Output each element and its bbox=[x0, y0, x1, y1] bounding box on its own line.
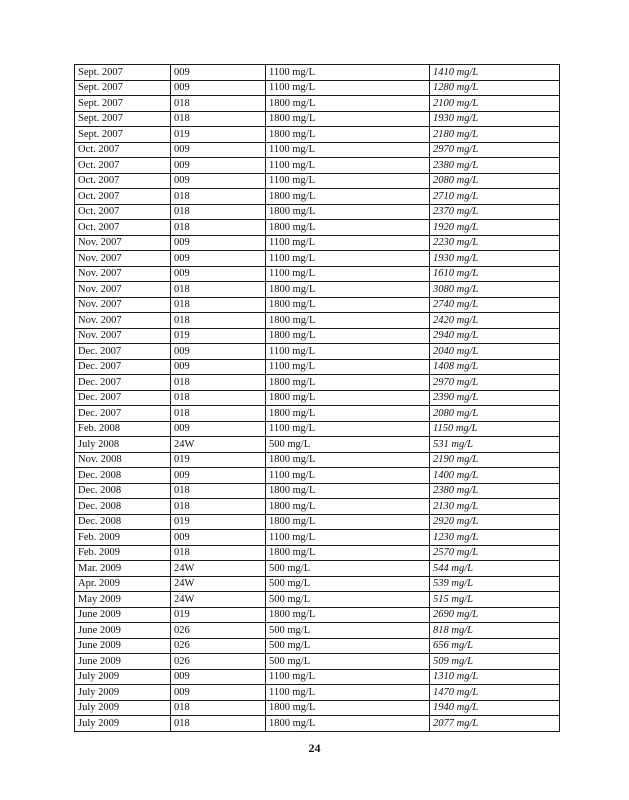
limit-cell: 1100 mg/L bbox=[266, 235, 430, 251]
outfall-cell: 018 bbox=[171, 111, 266, 127]
outfall-cell: 009 bbox=[171, 468, 266, 484]
page-number: 24 bbox=[308, 741, 321, 755]
outfall-cell: 018 bbox=[171, 716, 266, 732]
result-cell: 2370 mg/L bbox=[430, 204, 560, 220]
table-row bbox=[75, 96, 560, 112]
table-row bbox=[75, 80, 560, 96]
date-cell: Dec. 2008 bbox=[75, 483, 171, 499]
outfall-cell: 009 bbox=[171, 235, 266, 251]
result-cell: 1930 mg/L bbox=[430, 251, 560, 267]
table-row bbox=[75, 235, 560, 251]
outfall-cell: 009 bbox=[171, 669, 266, 685]
limit-cell: 1800 mg/L bbox=[266, 96, 430, 112]
date-cell: June 2009 bbox=[75, 638, 171, 654]
outfall-cell: 019 bbox=[171, 452, 266, 468]
date-cell: Dec. 2008 bbox=[75, 499, 171, 515]
table-row bbox=[75, 514, 560, 530]
limit-cell: 1800 mg/L bbox=[266, 716, 430, 732]
result-cell: 2077 mg/L bbox=[430, 716, 560, 732]
date-cell: Nov. 2007 bbox=[75, 328, 171, 344]
result-cell: 1610 mg/L bbox=[430, 266, 560, 282]
result-cell: 2970 mg/L bbox=[430, 142, 560, 158]
table-row bbox=[75, 297, 560, 313]
table-row bbox=[75, 282, 560, 298]
table-row bbox=[75, 638, 560, 654]
limit-cell: 500 mg/L bbox=[266, 623, 430, 639]
outfall-cell: 018 bbox=[171, 483, 266, 499]
result-cell: 2690 mg/L bbox=[430, 607, 560, 623]
outfall-cell: 019 bbox=[171, 607, 266, 623]
limit-cell: 1800 mg/L bbox=[266, 700, 430, 716]
date-cell: Oct. 2007 bbox=[75, 220, 171, 236]
table-row bbox=[75, 127, 560, 143]
data-table-body bbox=[75, 65, 560, 732]
limit-cell: 1800 mg/L bbox=[266, 607, 430, 623]
limit-cell: 500 mg/L bbox=[266, 638, 430, 654]
table-row bbox=[75, 142, 560, 158]
result-cell: 539 mg/L bbox=[430, 576, 560, 592]
table-row bbox=[75, 65, 560, 81]
limit-cell: 500 mg/L bbox=[266, 437, 430, 453]
limit-cell: 1800 mg/L bbox=[266, 483, 430, 499]
limit-cell: 1100 mg/L bbox=[266, 158, 430, 174]
date-cell: Oct. 2007 bbox=[75, 189, 171, 205]
date-cell: Dec. 2007 bbox=[75, 375, 171, 391]
date-cell: Dec. 2007 bbox=[75, 390, 171, 406]
limit-cell: 1800 mg/L bbox=[266, 111, 430, 127]
result-cell: 2740 mg/L bbox=[430, 297, 560, 313]
outfall-cell: 24W bbox=[171, 592, 266, 608]
outfall-cell: 026 bbox=[171, 623, 266, 639]
result-cell: 1920 mg/L bbox=[430, 220, 560, 236]
table-row bbox=[75, 111, 560, 127]
date-cell: Apr. 2009 bbox=[75, 576, 171, 592]
outfall-cell: 026 bbox=[171, 638, 266, 654]
limit-cell: 1100 mg/L bbox=[266, 685, 430, 701]
limit-cell: 1800 mg/L bbox=[266, 375, 430, 391]
date-cell: Sept. 2007 bbox=[75, 65, 171, 81]
limit-cell: 1100 mg/L bbox=[266, 266, 430, 282]
table-row bbox=[75, 545, 560, 561]
limit-cell: 1100 mg/L bbox=[266, 80, 430, 96]
outfall-cell: 018 bbox=[171, 297, 266, 313]
limit-cell: 1100 mg/L bbox=[266, 530, 430, 546]
date-cell: Nov. 2007 bbox=[75, 266, 171, 282]
result-cell: 2130 mg/L bbox=[430, 499, 560, 515]
outfall-cell: 018 bbox=[171, 220, 266, 236]
result-cell: 1150 mg/L bbox=[430, 421, 560, 437]
outfall-cell: 009 bbox=[171, 65, 266, 81]
result-cell: 2380 mg/L bbox=[430, 483, 560, 499]
limit-cell: 1800 mg/L bbox=[266, 452, 430, 468]
table-row bbox=[75, 189, 560, 205]
table-row bbox=[75, 654, 560, 670]
limit-cell: 1800 mg/L bbox=[266, 514, 430, 530]
result-cell: 2080 mg/L bbox=[430, 406, 560, 422]
date-cell: Sept. 2007 bbox=[75, 111, 171, 127]
table-row bbox=[75, 220, 560, 236]
outfall-cell: 24W bbox=[171, 437, 266, 453]
table-row bbox=[75, 592, 560, 608]
table-row bbox=[75, 561, 560, 577]
table-row bbox=[75, 421, 560, 437]
result-cell: 544 mg/L bbox=[430, 561, 560, 577]
date-cell: Sept. 2007 bbox=[75, 96, 171, 112]
result-cell: 1280 mg/L bbox=[430, 80, 560, 96]
date-cell: June 2009 bbox=[75, 654, 171, 670]
table-row bbox=[75, 344, 560, 360]
date-cell: Feb. 2009 bbox=[75, 530, 171, 546]
outfall-cell: 018 bbox=[171, 313, 266, 329]
table-row bbox=[75, 313, 560, 329]
result-cell: 818 mg/L bbox=[430, 623, 560, 639]
date-cell: Sept. 2007 bbox=[75, 127, 171, 143]
date-cell: Nov. 2007 bbox=[75, 282, 171, 298]
outfall-cell: 019 bbox=[171, 127, 266, 143]
limit-cell: 1100 mg/L bbox=[266, 251, 430, 267]
result-cell: 656 mg/L bbox=[430, 638, 560, 654]
limit-cell: 1100 mg/L bbox=[266, 359, 430, 375]
outfall-cell: 018 bbox=[171, 700, 266, 716]
date-cell: July 2009 bbox=[75, 685, 171, 701]
date-cell: Mar. 2009 bbox=[75, 561, 171, 577]
limit-cell: 1800 mg/L bbox=[266, 204, 430, 220]
date-cell: July 2008 bbox=[75, 437, 171, 453]
date-cell: Nov. 2007 bbox=[75, 251, 171, 267]
table-row bbox=[75, 576, 560, 592]
table-row bbox=[75, 700, 560, 716]
result-cell: 2380 mg/L bbox=[430, 158, 560, 174]
result-cell: 1940 mg/L bbox=[430, 700, 560, 716]
outfall-cell: 018 bbox=[171, 96, 266, 112]
outfall-cell: 009 bbox=[171, 421, 266, 437]
table-row bbox=[75, 406, 560, 422]
outfall-cell: 009 bbox=[171, 685, 266, 701]
date-cell: Oct. 2007 bbox=[75, 204, 171, 220]
table-row bbox=[75, 158, 560, 174]
table-row bbox=[75, 375, 560, 391]
result-cell: 1230 mg/L bbox=[430, 530, 560, 546]
limit-cell: 1800 mg/L bbox=[266, 127, 430, 143]
table-row bbox=[75, 452, 560, 468]
limit-cell: 500 mg/L bbox=[266, 654, 430, 670]
outfall-cell: 018 bbox=[171, 189, 266, 205]
result-cell: 2390 mg/L bbox=[430, 390, 560, 406]
outfall-cell: 009 bbox=[171, 80, 266, 96]
result-cell: 2100 mg/L bbox=[430, 96, 560, 112]
limit-cell: 1100 mg/L bbox=[266, 468, 430, 484]
table-row bbox=[75, 173, 560, 189]
result-cell: 2080 mg/L bbox=[430, 173, 560, 189]
table-row bbox=[75, 483, 560, 499]
limit-cell: 500 mg/L bbox=[266, 592, 430, 608]
table-row bbox=[75, 204, 560, 220]
date-cell: Dec. 2007 bbox=[75, 359, 171, 375]
limit-cell: 1800 mg/L bbox=[266, 499, 430, 515]
date-cell: Nov. 2008 bbox=[75, 452, 171, 468]
date-cell: Oct. 2007 bbox=[75, 173, 171, 189]
table-row bbox=[75, 359, 560, 375]
date-cell: Nov. 2007 bbox=[75, 235, 171, 251]
result-cell: 1410 mg/L bbox=[430, 65, 560, 81]
result-cell: 509 mg/L bbox=[430, 654, 560, 670]
result-cell: 1470 mg/L bbox=[430, 685, 560, 701]
result-cell: 531 mg/L bbox=[430, 437, 560, 453]
outfall-cell: 009 bbox=[171, 173, 266, 189]
limit-cell: 500 mg/L bbox=[266, 561, 430, 577]
result-cell: 2710 mg/L bbox=[430, 189, 560, 205]
limit-cell: 1800 mg/L bbox=[266, 406, 430, 422]
date-cell: July 2009 bbox=[75, 700, 171, 716]
result-cell: 2940 mg/L bbox=[430, 328, 560, 344]
outfall-cell: 018 bbox=[171, 499, 266, 515]
outfall-cell: 026 bbox=[171, 654, 266, 670]
table-row bbox=[75, 607, 560, 623]
limit-cell: 500 mg/L bbox=[266, 576, 430, 592]
table-row bbox=[75, 266, 560, 282]
limit-cell: 1100 mg/L bbox=[266, 173, 430, 189]
table-row bbox=[75, 499, 560, 515]
outfall-cell: 018 bbox=[171, 204, 266, 220]
date-cell: Dec. 2007 bbox=[75, 406, 171, 422]
result-cell: 1400 mg/L bbox=[430, 468, 560, 484]
outfall-cell: 019 bbox=[171, 328, 266, 344]
outfall-cell: 018 bbox=[171, 282, 266, 298]
outfall-cell: 009 bbox=[171, 158, 266, 174]
date-cell: May 2009 bbox=[75, 592, 171, 608]
outfall-cell: 009 bbox=[171, 359, 266, 375]
date-cell: Sept. 2007 bbox=[75, 80, 171, 96]
outfall-cell: 018 bbox=[171, 375, 266, 391]
date-cell: Dec. 2008 bbox=[75, 468, 171, 484]
limit-cell: 1800 mg/L bbox=[266, 313, 430, 329]
result-cell: 515 mg/L bbox=[430, 592, 560, 608]
limit-cell: 1100 mg/L bbox=[266, 65, 430, 81]
date-cell: Nov. 2007 bbox=[75, 313, 171, 329]
table-row bbox=[75, 716, 560, 732]
limit-cell: 1100 mg/L bbox=[266, 421, 430, 437]
result-cell: 2190 mg/L bbox=[430, 452, 560, 468]
table-row bbox=[75, 468, 560, 484]
date-cell: Oct. 2007 bbox=[75, 158, 171, 174]
result-cell: 2230 mg/L bbox=[430, 235, 560, 251]
table-row bbox=[75, 437, 560, 453]
outfall-cell: 018 bbox=[171, 406, 266, 422]
outfall-cell: 009 bbox=[171, 266, 266, 282]
outfall-cell: 018 bbox=[171, 390, 266, 406]
date-cell: Dec. 2008 bbox=[75, 514, 171, 530]
limit-cell: 1100 mg/L bbox=[266, 669, 430, 685]
limit-cell: 1800 mg/L bbox=[266, 328, 430, 344]
outfall-cell: 009 bbox=[171, 251, 266, 267]
limit-cell: 1800 mg/L bbox=[266, 297, 430, 313]
date-cell: Feb. 2009 bbox=[75, 545, 171, 561]
result-cell: 3080 mg/L bbox=[430, 282, 560, 298]
result-cell: 1930 mg/L bbox=[430, 111, 560, 127]
table-row bbox=[75, 685, 560, 701]
date-cell: Dec. 2007 bbox=[75, 344, 171, 360]
limit-cell: 1800 mg/L bbox=[266, 220, 430, 236]
result-cell: 2920 mg/L bbox=[430, 514, 560, 530]
table-row bbox=[75, 328, 560, 344]
table-row bbox=[75, 530, 560, 546]
outfall-cell: 009 bbox=[171, 344, 266, 360]
limit-cell: 1800 mg/L bbox=[266, 282, 430, 298]
outfall-cell: 009 bbox=[171, 530, 266, 546]
date-cell: Oct. 2007 bbox=[75, 142, 171, 158]
limit-cell: 1800 mg/L bbox=[266, 189, 430, 205]
date-cell: July 2009 bbox=[75, 716, 171, 732]
result-cell: 2970 mg/L bbox=[430, 375, 560, 391]
limit-cell: 1800 mg/L bbox=[266, 390, 430, 406]
date-cell: Nov. 2007 bbox=[75, 297, 171, 313]
result-cell: 1408 mg/L bbox=[430, 359, 560, 375]
result-cell: 2570 mg/L bbox=[430, 545, 560, 561]
table-row bbox=[75, 623, 560, 639]
outfall-cell: 009 bbox=[171, 142, 266, 158]
date-cell: June 2009 bbox=[75, 607, 171, 623]
outfall-cell: 24W bbox=[171, 576, 266, 592]
data-table bbox=[74, 64, 560, 732]
result-cell: 1310 mg/L bbox=[430, 669, 560, 685]
date-cell: June 2009 bbox=[75, 623, 171, 639]
table-row bbox=[75, 669, 560, 685]
limit-cell: 1800 mg/L bbox=[266, 545, 430, 561]
outfall-cell: 018 bbox=[171, 545, 266, 561]
date-cell: Feb. 2008 bbox=[75, 421, 171, 437]
outfall-cell: 019 bbox=[171, 514, 266, 530]
limit-cell: 1100 mg/L bbox=[266, 142, 430, 158]
date-cell: July 2009 bbox=[75, 669, 171, 685]
table-row bbox=[75, 251, 560, 267]
result-cell: 2040 mg/L bbox=[430, 344, 560, 360]
result-cell: 2420 mg/L bbox=[430, 313, 560, 329]
table-row bbox=[75, 390, 560, 406]
result-cell: 2180 mg/L bbox=[430, 127, 560, 143]
limit-cell: 1100 mg/L bbox=[266, 344, 430, 360]
outfall-cell: 24W bbox=[171, 561, 266, 577]
